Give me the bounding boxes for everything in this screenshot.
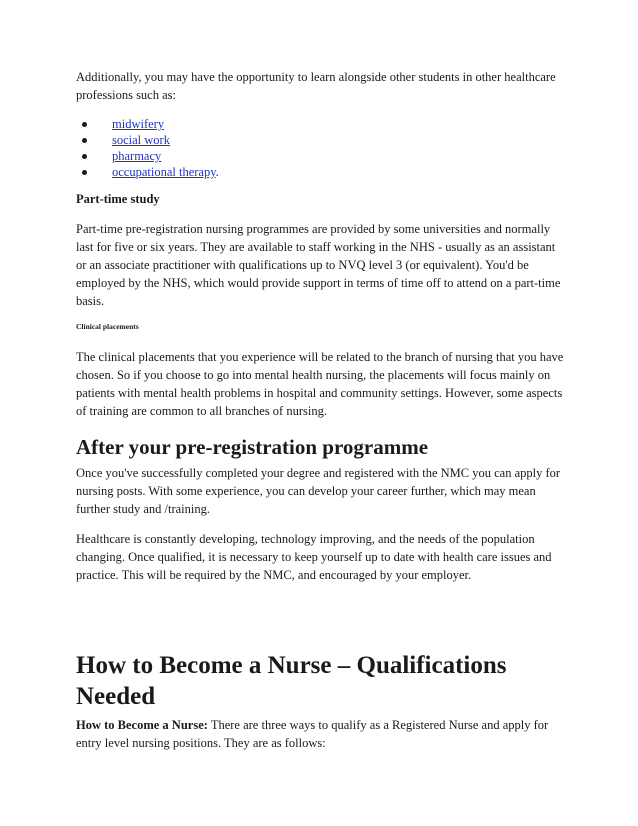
bullet-icon — [82, 138, 87, 143]
bullet-icon — [82, 170, 87, 175]
after-programme-paragraph-2: Healthcare is constantly developing, technology improving, and the needs of the population changing. Once qualified, it is necessary to keep yourself up to date with health care issues and practice. This will be required by the NMC, and encouraged by your employer. — [76, 532, 552, 582]
qualifications-lead-paragraph — [76, 716, 566, 752]
professions-list — [76, 116, 566, 180]
occupational-therapy-link[interactable]: occupational therapy — [112, 165, 216, 179]
document-page — [76, 68, 566, 752]
list-item — [112, 164, 566, 180]
bullet-icon — [82, 122, 87, 127]
qualifications-lead-label: How to Become a Nurse: — [76, 718, 208, 732]
part-time-heading: Part-time study — [76, 192, 160, 206]
list-item — [112, 148, 566, 164]
clinical-placements-heading: Clinical placements — [76, 322, 139, 331]
qualifications-lead-text: There are three ways to qualify as a Registered Nurse and apply for entry level nursing positions. They are as follows: — [76, 718, 549, 750]
clinical-placements-paragraph: The clinical placements that you experience will be related to the branch of nursing that you have chosen. So if you choose to go into mental health nursing, the placements will focus mainly on patients with mental health problems in hospital and community settings. However, some aspects of training are common to all branches of nursing. — [76, 350, 564, 418]
part-time-paragraph: Part-time pre-registration nursing programmes are provided by some universities and normally last for five or six years. They are available to staff working in the NHS - usually as an assistant or an associate practitioner with qualifications up to NVQ level 3 (or equivalent). You'd be employed by the NHS, which would provide support in terms of time off to attend on a part-time basis. — [76, 222, 561, 308]
bullet-icon — [82, 154, 87, 159]
after-programme-paragraph-1: Once you've successfully completed your degree and registered with the NMC you can apply for nursing posts. With some experience, you can develop your career further, which may mean further study and /training. — [76, 466, 561, 516]
social-work-link[interactable]: social work — [112, 133, 170, 147]
section-gap — [76, 596, 566, 650]
list-end-punctuation: . — [215, 165, 219, 179]
qualifications-heading: How to Become a Nurse – Qualifications Needed — [76, 652, 507, 710]
list-item — [112, 116, 566, 132]
midwifery-link[interactable]: midwifery — [112, 117, 165, 131]
after-programme-heading: After your pre-registration programme — [76, 435, 429, 459]
intro-paragraph: Additionally, you may have the opportunity to learn alongside other students in other healthcare professions such as: — [76, 70, 556, 102]
list-item — [112, 132, 566, 148]
pharmacy-link[interactable]: pharmacy — [112, 149, 162, 163]
